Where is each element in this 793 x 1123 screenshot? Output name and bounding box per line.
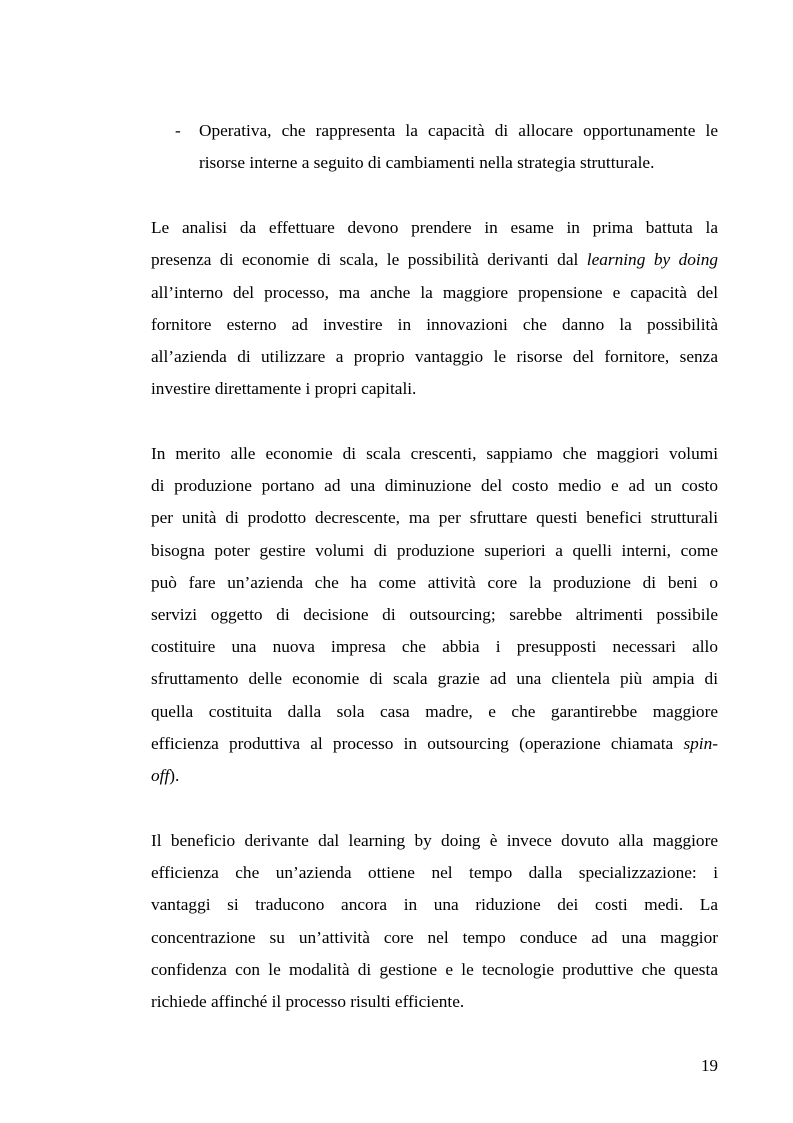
paragraph-2-line-5: può fare un’azienda che ha come attività core la produzione di beni o: [151, 573, 718, 592]
bullet-line-1: Operativa, che rappresenta la capacità di allocare opportunamente le: [199, 121, 718, 140]
paragraph-2-line-4: bisogna poter gestire volumi di produzione superiori a quelli interni, come: [151, 541, 718, 560]
paragraph-2-line-11-text: ).: [169, 766, 180, 785]
paragraph-2-line-10: [151, 734, 718, 754]
paragraph-2-line-10-text: efficienza produttiva al processo in outsourcing (operazione chiamata: [151, 734, 684, 753]
off-italic: off: [151, 766, 170, 785]
spin-italic: spin-: [683, 734, 718, 753]
bullet-marker: -: [175, 121, 181, 140]
paragraph-2-line-3: per unità di prodotto decrescente, ma per sfruttare questi benefici strutturali: [151, 508, 718, 527]
bullet-line-2: risorse interne a seguito di cambiamenti nella strategia strutturale.: [199, 153, 655, 172]
paragraph-2-line-11: [151, 766, 718, 786]
page-number: 19: [701, 1056, 718, 1075]
paragraph-2-line-7: costituire una nuova impresa che abbia i presupposti necessari allo: [151, 637, 718, 656]
paragraph-1-line-6: investire direttamente i propri capitali.: [151, 379, 417, 398]
paragraph-1-line-2: [151, 250, 718, 270]
paragraph-3-line-4: concentrazione su un’attività core nel tempo conduce ad una maggior: [151, 928, 718, 947]
paragraph-1-line-1: Le analisi da effettuare devono prendere in esame in prima battuta la: [151, 218, 718, 237]
paragraph-2-line-6: servizi oggetto di decisione di outsourcing; sarebbe altrimenti possibile: [151, 605, 718, 624]
paragraph-2-line-9: quella costituita dalla sola casa madre, e che garantirebbe maggiore: [151, 702, 718, 721]
paragraph-2-line-8: sfruttamento delle economie di scala grazie ad una clientela più ampia di: [151, 669, 718, 688]
paragraph-3-line-5: confidenza con le modalità di gestione e le tecnologie produttive che questa: [151, 960, 718, 979]
paragraph-3-line-1: Il beneficio derivante dal learning by doing è invece dovuto alla maggiore: [151, 831, 718, 850]
paragraph-1-line-3: all’interno del processo, ma anche la maggiore propensione e capacità del: [151, 283, 718, 302]
paragraph-1-line-2-text: presenza di economie di scala, le possibilità derivanti dal: [151, 250, 587, 269]
learning-by-doing-italic: learning by doing: [586, 250, 718, 269]
paragraph-2-line-2: di produzione portano ad una diminuzione del costo medio e ad un costo: [151, 476, 718, 495]
paragraph-1-line-4: fornitore esterno ad investire in innovazioni che danno la possibilità: [151, 315, 718, 334]
paragraph-3-line-3: vantaggi si traducono ancora in una riduzione dei costi medi. La: [151, 895, 718, 914]
paragraph-1-line-5: all’azienda di utilizzare a proprio vantaggio le risorse del fornitore, senza: [151, 347, 718, 366]
paragraph-3-line-2: efficienza che un’azienda ottiene nel tempo dalla specializzazione: i: [151, 863, 718, 882]
paragraph-2-line-1: In merito alle economie di scala crescenti, sappiamo che maggiori volumi: [151, 444, 718, 463]
paragraph-3-line-6: richiede affinché il processo risulti efficiente.: [151, 992, 465, 1011]
